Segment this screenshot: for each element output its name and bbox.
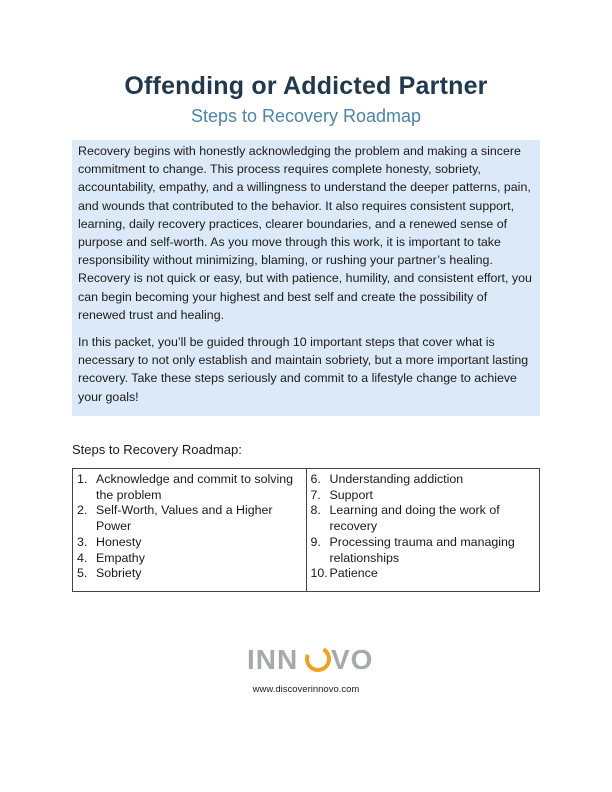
step-text: Learning and doing the work of recovery xyxy=(329,503,500,534)
step-item xyxy=(77,535,302,551)
step-text: Acknowledge and commit to solving the problem xyxy=(96,472,293,502)
step-item xyxy=(311,488,536,504)
page-subtitle: Steps to Recovery Roadmap xyxy=(190,106,422,126)
step-text: Patience xyxy=(329,566,378,581)
step-number: 6. xyxy=(310,472,321,486)
step-text: Support xyxy=(329,487,373,502)
page-title: Offending or Addicted Partner xyxy=(124,72,488,100)
step-item xyxy=(77,503,302,534)
svg-text:INN: INN xyxy=(247,644,299,675)
step-text: Sobriety xyxy=(96,566,142,581)
step-number: 7. xyxy=(310,487,321,502)
innovo-logo xyxy=(0,642,612,676)
step-number: 10. xyxy=(310,566,328,581)
intro-box xyxy=(72,140,540,416)
step-item xyxy=(311,503,536,534)
step-text: Empathy xyxy=(96,550,145,565)
step-text: Honesty xyxy=(96,534,142,549)
step-item xyxy=(77,551,302,567)
step-item xyxy=(311,472,536,488)
steps-column-left xyxy=(73,469,307,592)
steps-heading: Steps to Recovery Roadmap: xyxy=(72,442,242,457)
step-number: 3. xyxy=(77,534,88,549)
svg-text:VO: VO xyxy=(331,644,374,675)
step-number: 1. xyxy=(77,472,88,486)
step-number: 5. xyxy=(77,566,88,581)
step-text: Self-Worth, Values and a Higher Power xyxy=(96,503,273,534)
step-number: 2. xyxy=(77,503,88,518)
step-number: 8. xyxy=(310,503,321,518)
step-item xyxy=(77,566,302,582)
step-text: Understanding addiction xyxy=(329,472,464,486)
step-text: Processing trauma and managing relationships xyxy=(329,534,515,565)
step-item xyxy=(77,472,302,503)
step-number: 9. xyxy=(310,534,321,549)
innovo-logo-icon xyxy=(246,642,374,676)
step-item xyxy=(311,566,536,582)
intro-paragraph-2: In this packet, you’ll be guided through 10 important steps that cover what is necessary to not only establish and maintain sobriety, but a more important lasting recovery. Take these steps seriously and commit to a lifestyle change to achieve your goals! xyxy=(78,335,529,404)
step-number: 4. xyxy=(77,550,88,565)
intro-paragraph-1: Recovery begins with honestly acknowledging the problem and making a sincere commitment to change. This process requires complete honesty, sobriety, accountability, empathy, and a willingness to understand the deeper patterns, pain, and wounds that contributed to the behavior. It also requires consistent support, learning, daily recovery practices, clearer boundaries, and a renewed sense of purpose and self-worth. As you move through this work, it is important to take responsibility without minimizing, blaming, or rushing your partner’s healing. Recovery is not quick or easy, but with patience, humility, and consistent effort, you can begin becoming your highest and best self and create the possibility of renewed trust and healing. xyxy=(78,144,532,322)
steps-table xyxy=(72,468,540,592)
website-link[interactable]: www.discoverinnovo.com xyxy=(252,684,360,695)
step-item xyxy=(311,535,536,566)
steps-column-right xyxy=(306,469,540,592)
